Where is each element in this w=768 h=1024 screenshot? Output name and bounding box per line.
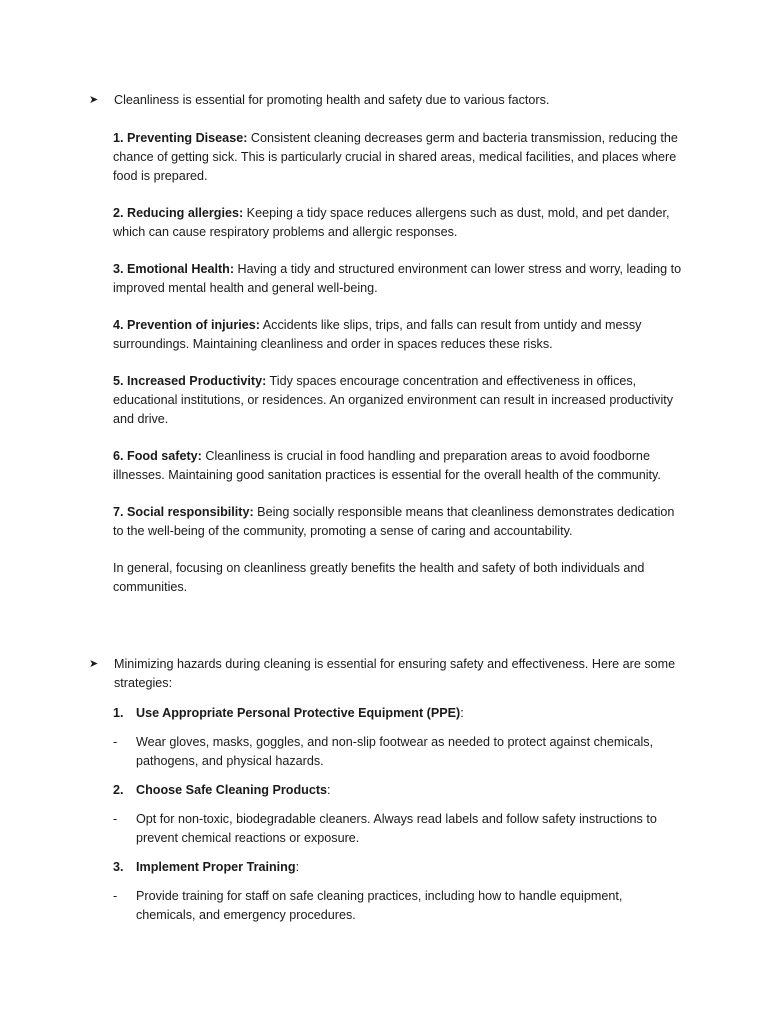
paragraph-prevention-of-injuries (113, 316, 683, 354)
paragraph-text: Cleanliness is crucial in food handling and preparation areas to avoid foodborne illnesses. Maintaining good sanitation practices is essential for the overall health of the community. (113, 449, 661, 482)
strategy-heading-row (113, 704, 683, 723)
list-number: 3. (113, 860, 124, 874)
paragraph-text: Consistent cleaning decreases germ and bacteria transmission, reducing the chance of getting sick. This is particularly crucial in shared areas, medical facilities, and places where food is prepared. (113, 131, 678, 183)
paragraph-title: 2. Reducing allergies: (113, 206, 244, 220)
section1-intro: Cleanliness is essential for promoting health and safety due to various factors. (114, 93, 550, 107)
list-number: 1. (113, 706, 124, 720)
paragraph-conclusion: In general, focusing on cleanliness greatly benefits the health and safety of both individuals and communities. (113, 561, 645, 594)
paragraph-title: 5. Increased Productivity: (113, 374, 267, 388)
arrow-bullet-icon: ➤ (89, 94, 99, 106)
strategy-detail-row (113, 733, 683, 771)
strategy-heading-colon: : (460, 706, 464, 720)
paragraph-preventing-disease (113, 129, 683, 186)
strategy-detail: Opt for non-toxic, biodegradable cleaners. Always read labels and follow safety instructions to prevent chemical reactions or exposure. (136, 812, 657, 845)
strategy-heading-text: Implement Proper Training (136, 860, 296, 874)
paragraph-text: Having a tidy and structured environment can lower stress and worry, leading to improved mental health and general well-being. (113, 262, 682, 295)
strategy-heading-row (113, 858, 683, 877)
strategy-heading (136, 704, 683, 723)
strategy-detail: Provide training for staff on safe cleaning practices, including how to handle equipment, chemicals, and emergency procedures. (136, 889, 623, 922)
strategy-heading-text: Choose Safe Cleaning Products (136, 783, 328, 797)
dash-marker: - (113, 812, 118, 826)
paragraph-text: Keeping a tidy space reduces allergens such as dust, mold, and pet dander, which can cause respiratory problems and allergic responses. (113, 206, 670, 239)
strategy-heading-row (113, 781, 683, 800)
paragraph-reducing-allergies (113, 204, 683, 242)
paragraph-text: Tidy spaces encourage concentration and effectiveness in offices, educational institutions, or residences. An organized environment can result in increased productivity and drive. (113, 374, 674, 426)
section1-bullet (88, 91, 688, 110)
paragraph-title: 4. Prevention of injuries: (113, 318, 260, 332)
paragraph-text: Accidents like slips, trips, and falls can result from untidy and messy surroundings. Maintaining cleanliness and order in spaces reduces these risks. (113, 318, 642, 351)
paragraph-emotional-health (113, 260, 683, 298)
paragraph-title: 6. Food safety: (113, 449, 202, 463)
section2-bullet (88, 655, 688, 693)
paragraph-title: 1. Preventing Disease: (113, 131, 248, 145)
strategy-detail: Wear gloves, masks, goggles, and non-slip footwear as needed to protect against chemicals, pathogens, and physical hazards. (136, 735, 654, 768)
paragraph-title: 3. Emotional Health: (113, 262, 235, 276)
strategy-heading (136, 858, 683, 877)
section2-intro: Minimizing hazards during cleaning is essential for ensuring safety and effectiveness. Here are some strategies: (114, 657, 676, 690)
strategy-heading-colon: : (295, 860, 300, 874)
paragraph-food-safety (113, 447, 683, 485)
dash-marker: - (113, 889, 118, 903)
strategy-heading (136, 781, 683, 800)
dash-marker: - (113, 735, 118, 749)
paragraph-title: 7. Social responsibility: (113, 505, 254, 519)
strategy-detail-row (113, 810, 683, 848)
paragraph-social-responsibility (113, 503, 683, 541)
strategy-heading-text: Use Appropriate Personal Protective Equipment (PPE) (136, 706, 461, 720)
paragraph-increased-productivity (113, 372, 683, 429)
strategy-detail-row (113, 887, 683, 925)
arrow-bullet-icon: ➤ (89, 658, 99, 670)
paragraph-text: Being socially responsible means that cleanliness demonstrates dedication to the well-being of the community, promoting a sense of caring and accountability. (113, 505, 675, 538)
section1-body (113, 129, 683, 615)
list-number: 2. (113, 783, 124, 797)
strategy-heading-colon: : (327, 783, 331, 797)
strategies-list (113, 704, 683, 925)
